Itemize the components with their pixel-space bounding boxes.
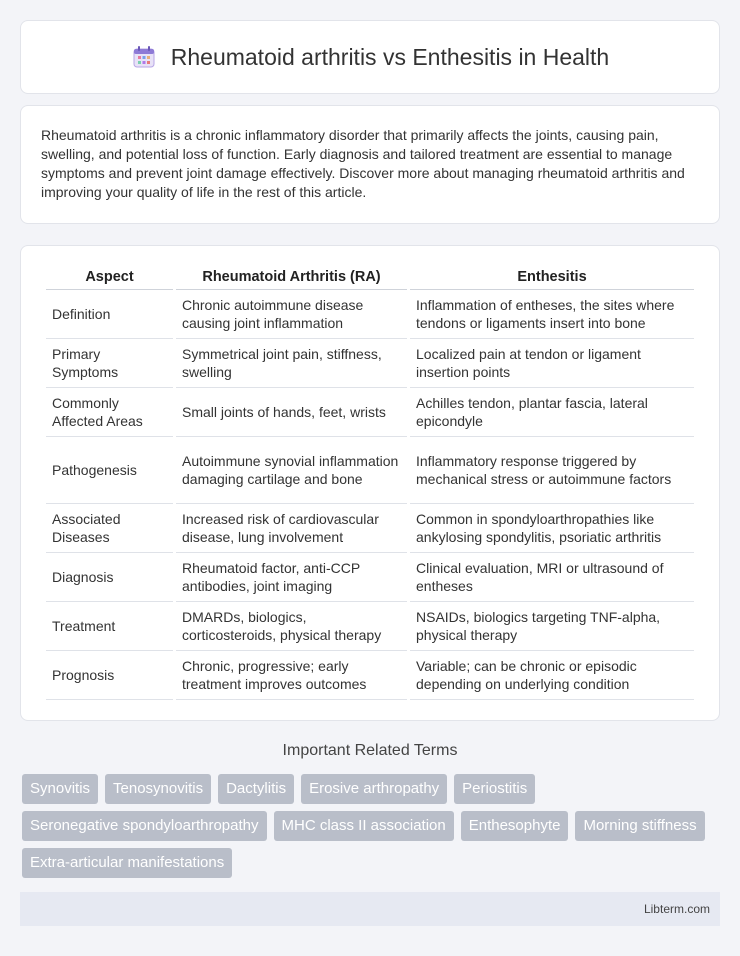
table-cell: Prognosis	[46, 651, 173, 700]
table-cell: NSAIDs, biologics targeting TNF-alpha, physical therapy	[410, 602, 694, 651]
related-term-tag[interactable]: MHC class II association	[274, 811, 454, 841]
comparison-table	[43, 264, 697, 700]
table-cell: DMARDs, biologics, corticosteroids, physical therapy	[176, 602, 407, 651]
table-cell: Increased risk of cardiovascular disease, lung involvement	[176, 504, 407, 553]
table-header-row	[46, 264, 694, 290]
intro-card	[20, 105, 720, 224]
table-row	[46, 437, 694, 504]
header-card	[20, 20, 720, 94]
footer	[20, 892, 720, 926]
table-cell: Diagnosis	[46, 553, 173, 602]
table-cell: Rheumatoid factor, anti-CCP antibodies, joint imaging	[176, 553, 407, 602]
table-cell: Common in spondyloarthropathies like ankylosing spondylitis, psoriatic arthritis	[410, 504, 694, 553]
footer-site-link[interactable]: Libterm.com	[643, 902, 710, 916]
table-cell: Associated Diseases	[46, 504, 173, 553]
related-term-tag[interactable]: Morning stiffness	[575, 811, 704, 841]
related-term-tag[interactable]: Tenosynovitis	[105, 774, 211, 804]
page-title: Rheumatoid arthritis vs Enthesitis in Health	[170, 43, 610, 70]
table-cell: Small joints of hands, feet, wrists	[176, 388, 407, 437]
related-terms-title: Important Related Terms	[282, 742, 458, 759]
table-cell: Localized pain at tendon or ligament insertion points	[410, 339, 694, 388]
table-cell: Clinical evaluation, MRI or ultrasound of entheses	[410, 553, 694, 602]
table-row	[46, 651, 694, 700]
header-ra: Rheumatoid Arthritis (RA)	[176, 264, 407, 290]
related-terms-list	[22, 774, 722, 878]
table-cell: Definition	[46, 290, 173, 339]
table-row	[46, 602, 694, 651]
table-row	[46, 553, 694, 602]
table-cell: Achilles tendon, plantar fascia, lateral epicondyle	[410, 388, 694, 437]
table-cell: Commonly Affected Areas	[46, 388, 173, 437]
related-term-tag[interactable]: Seronegative spondyloarthropathy	[22, 811, 267, 841]
intro-text: Rheumatoid arthritis is a chronic inflammatory disorder that primarily affects the joints, causing pain, swelling, and potential loss of function. Early diagnosis and tailored treatment are essential to manage symptoms and prevent joint damage effectively. Discover more about managing rheumatoid arthritis and improving your quality of life in the rest of this article.	[41, 127, 685, 200]
table-cell: Primary Symptoms	[46, 339, 173, 388]
table-cell: Inflammation of entheses, the sites where tendons or ligaments insert into bone	[410, 290, 694, 339]
related-term-tag[interactable]: Extra-articular manifestations	[22, 848, 232, 878]
table-cell: Autoimmune synovial inflammation damaging cartilage and bone	[176, 437, 407, 504]
table-cell: Chronic autoimmune disease causing joint inflammation	[176, 290, 407, 339]
related-term-tag[interactable]: Synovitis	[22, 774, 98, 804]
related-term-tag[interactable]: Periostitis	[454, 774, 535, 804]
comparison-table-card	[20, 245, 720, 721]
table-cell: Inflammatory response triggered by mechanical stress or autoimmune factors	[410, 437, 694, 504]
calendar-grid-icon	[131, 44, 157, 70]
table-row	[46, 290, 694, 339]
table-cell: Variable; can be chronic or episodic depending on underlying condition	[410, 651, 694, 700]
related-term-tag[interactable]: Dactylitis	[218, 774, 294, 804]
table-cell: Pathogenesis	[46, 437, 173, 504]
table-row	[46, 504, 694, 553]
header-aspect: Aspect	[46, 264, 173, 290]
table-row	[46, 388, 694, 437]
table-row	[46, 339, 694, 388]
related-term-tag[interactable]: Erosive arthropathy	[301, 774, 447, 804]
header-enthesitis: Enthesitis	[410, 264, 694, 290]
table-cell: Treatment	[46, 602, 173, 651]
related-term-tag[interactable]: Enthesophyte	[461, 811, 569, 841]
table-cell: Chronic, progressive; early treatment improves outcomes	[176, 651, 407, 700]
table-cell: Symmetrical joint pain, stiffness, swelling	[176, 339, 407, 388]
